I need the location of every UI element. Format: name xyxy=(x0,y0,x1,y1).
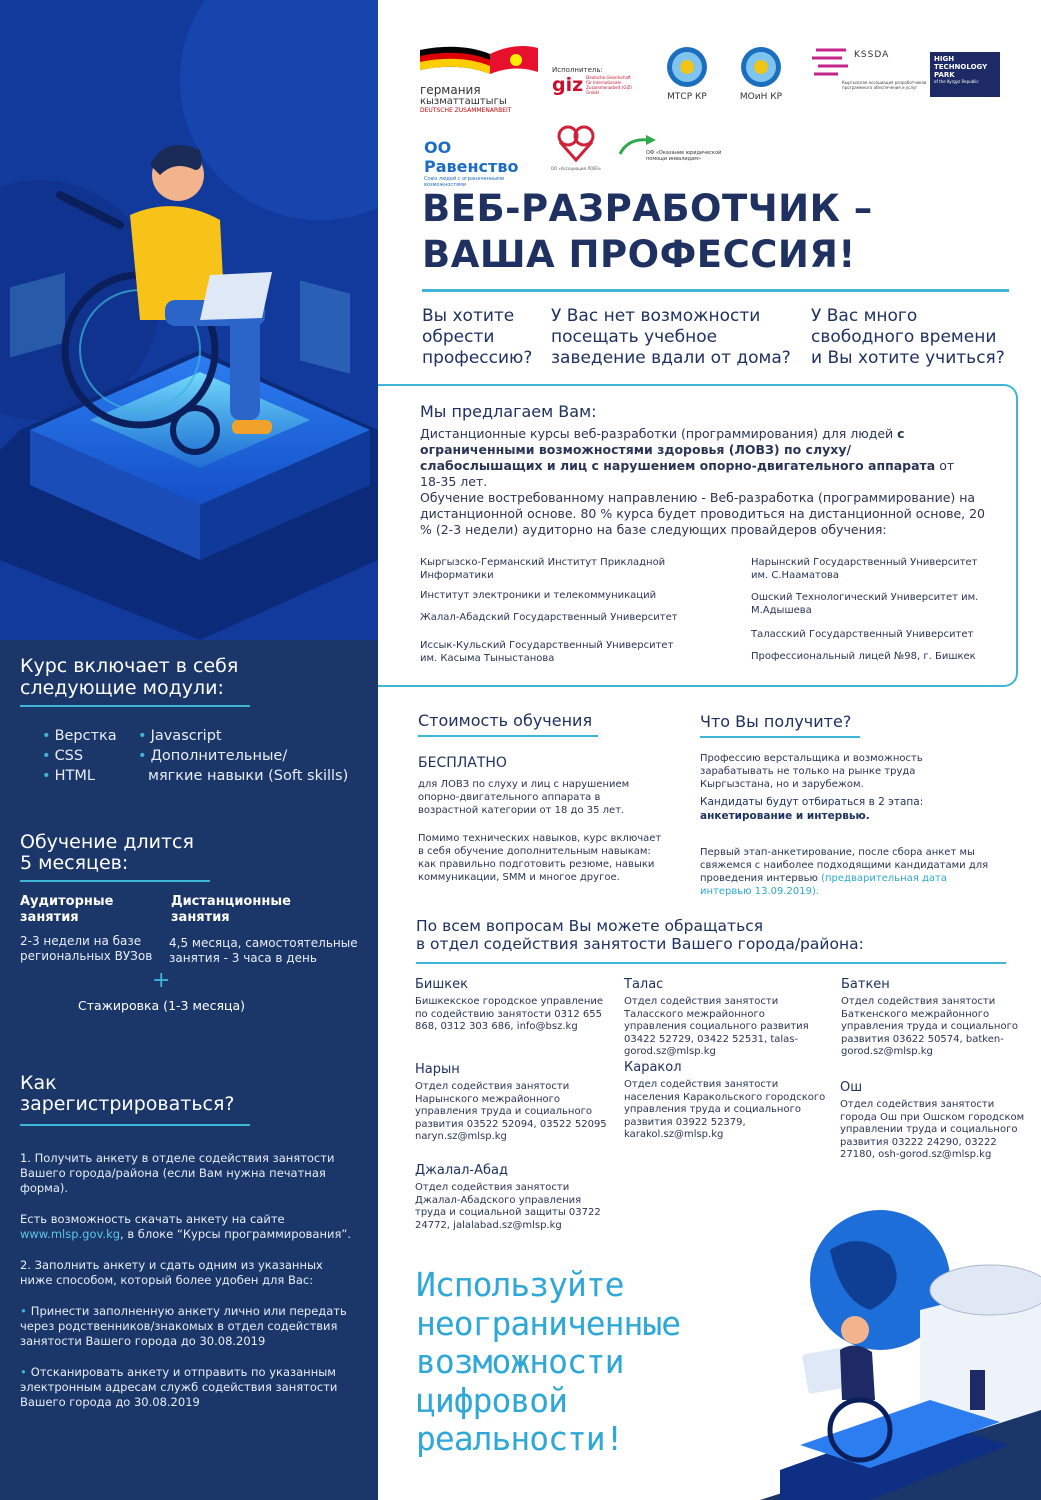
register-option1: • Принести заполненную анкету лично или передать через родственников/знакомых в отдел содействия занятости Вашего города до 30.08.2019 xyxy=(20,1304,347,1348)
city-batken: Баткен Отдел содействия занятости Баткенского межрайонного управления труда и социального развития 03622 50574, batken-gorod.sz@mlsp.kg xyxy=(841,977,1018,1057)
city-karakol: Каракол Отдел содействия занятости населения Каракольского городского управления труда и социального развития 03922 52379, karakol.sz@mlsp.kg xyxy=(624,1060,826,1140)
heart-hands-icon xyxy=(554,122,598,162)
provider-item: Ошский Технологический Университет им. М.Адышева xyxy=(751,592,979,616)
title-underline xyxy=(422,289,1009,292)
divider xyxy=(416,962,1006,964)
giz-logo: Исполнитель: giz Deutsche Gesellschaft für Internationale Zusammenarbeit (GIZ) GmbH xyxy=(552,66,632,96)
providers-right xyxy=(751,556,986,663)
city-jalalabad: Джалал-Абад Отдел содействия занятости Джалал-Абадского управления труда и социальной защиты 03722 24772, jalalabad.sz@mlsp.kg xyxy=(415,1163,601,1231)
provider-item: Таласский Государственный Университет xyxy=(751,629,974,640)
slogan-line: Используйте xyxy=(416,1265,624,1304)
ravenstvo-logo: ОО Равенство Союз людей с ограниченными возможностями xyxy=(424,138,519,188)
hands-logo: ОО «Ассоциация ЛОВЗ» xyxy=(550,122,602,171)
cost-free-text: для ЛОВЗ по слуху и лиц с нарушением опорно-двигательного аппарата в возрастной категории от 18 до 35 лет. xyxy=(418,779,630,816)
plus-icon: + xyxy=(152,968,171,993)
legal-aid-logo: ОФ «Оказание юридической помощи инвалидам» xyxy=(618,134,728,160)
cost-free: БЕСПЛАТНО xyxy=(418,755,507,771)
duration-heading-line2: 5 месяцев: xyxy=(20,852,129,874)
title-line1: ВЕБ-РАЗРАБОТЧИК – xyxy=(422,187,873,230)
gain-p3: Первый этап-анкетирование, после сбора анкет мы свяжемся с наиболее подходящими кандидатами для проведения интервью (предварительная дата интервью 13.09.2019). xyxy=(700,847,989,897)
provider-item: Профессиональный лицей №98, г. Бишкек xyxy=(751,651,976,662)
city-naryn: Нарын Отдел содействия занятости Нарынского межрайонного управления труда и социального развития 03522 52094, 03522 52095 naryn.sz@mlsp.kg xyxy=(415,1062,607,1142)
provider-item: Институт электроники и телекоммуникаций xyxy=(420,590,657,601)
main-title xyxy=(422,186,873,278)
kssda-lines-icon xyxy=(812,46,850,76)
cost-heading: Стоимость обучения xyxy=(418,711,593,730)
divider xyxy=(20,1124,250,1126)
register-heading-line1: Как xyxy=(20,1072,57,1094)
germany-logo: германия кызматташтыгы DEUTSCHE ZUSAMMENARBEIT xyxy=(420,44,540,114)
emblem-icon xyxy=(666,46,708,88)
question-1: Вы хотите обрести профессию? xyxy=(422,306,533,368)
slogan-line: реальности! xyxy=(416,1419,624,1458)
distance-title: Дистанционные занятия xyxy=(171,894,291,925)
modules-heading-line2: следующие модули: xyxy=(20,677,224,699)
duration-heading xyxy=(20,832,194,874)
internship-text: Стажировка (1-3 месяца) xyxy=(78,998,246,1013)
distance-text: 4,5 месяца, самостоятельные занятия - 3 часа в день xyxy=(169,936,358,965)
module-item: • CSS xyxy=(42,748,84,764)
auditorium-text: 2-3 недели на базе региональных ВУЗов xyxy=(20,934,153,963)
question-3: У Вас много свободного времени и Вы хотите учиться? xyxy=(811,306,1005,368)
register-option2: • Отсканировать анкету и отправить по указанным электронным адресам служб содействия занятости Вашего города до 30.08.2019 xyxy=(20,1365,338,1409)
mlsp-link[interactable]: www.mlsp.gov.kg xyxy=(20,1227,121,1241)
german-kyrgyz-flag-icon xyxy=(420,44,540,80)
divider xyxy=(20,705,250,707)
register-step2: 2. Заполнить анкету и сдать одним из указанных ниже способом, который более удобен для Вас: xyxy=(20,1258,323,1287)
kssda-logo: KSSDA Кыргызская ассоциация разработчиков программного обеспечения и услуг xyxy=(812,46,917,90)
register-heading-line2: зарегистрироваться? xyxy=(20,1093,235,1115)
moin-logo: МОиН КР xyxy=(736,46,786,102)
city-osh: Ош Отдел содействия занятости города Ош при Ошском городском управлении труда и социального развития 03222 24290, 03222 27180, osh-gorod.sz@mlsp.kg xyxy=(840,1080,1025,1160)
gain-heading: Что Вы получите? xyxy=(700,712,852,731)
register-steps xyxy=(20,1151,355,1410)
duration-heading-line1: Обучение длится xyxy=(20,831,194,853)
city-talas: Талас Отдел содействия занятости Таласского межрайонного управления социального развития 03422 52729, 03422 52531, talas-gorod.sz@mlsp.kg xyxy=(624,977,809,1057)
city-bishkek: Бишкек Бишкекское городское управление по содействию занятости 0312 655 868, 0312 303 686, info@bsz.kg xyxy=(415,977,604,1032)
title-line2: ВАША ПРОФЕССИЯ! xyxy=(422,233,856,276)
provider-item: Жалал-Абадский Государственный Университет xyxy=(420,612,678,623)
offer-paragraph-1: Дистанционные курсы веб-разработки (программирования) для людей с ограниченными возможностями здоровья (ЛОВЗ) по слуху/слабослышащих и лиц с нарушением опорно-двигательного аппарата от 18-35 лет. xyxy=(420,426,955,489)
modules-list-col2 xyxy=(138,726,348,786)
module-item: • Дополнительные/ xyxy=(138,748,288,764)
left-column xyxy=(0,0,378,1500)
provider-item: Иссык-Кульский Государственный Университет им. Касыма Тыныстанова xyxy=(420,640,674,664)
register-download: Есть возможность скачать анкету на сайте www.mlsp.gov.kg, в блоке “Курсы программирования”. xyxy=(20,1212,351,1241)
divider xyxy=(418,735,598,737)
provider-item: Кыргызско-Германский Институт Прикладной Информатики xyxy=(420,557,666,581)
divider xyxy=(700,736,860,738)
question-2: У Вас нет возможности посещать учебное заведение вдали от дома? xyxy=(551,306,791,368)
cost-extra-text: Помимо технических навыков, курс включает в себя обучение дополнительным навыкам: как правильно подготовить резюме, навыки коммуникации, SMM и многое другое. xyxy=(418,833,662,883)
emblem-icon xyxy=(740,46,782,88)
module-item: мягкие навыки (Soft skills) xyxy=(148,768,349,784)
module-item: • HTML xyxy=(42,768,95,784)
gain-p1: Профессию верстальщика и возможность зарабатывать не только на рынке труда Кыргызстана, но и зарубежом. xyxy=(700,753,923,790)
hero-illustration xyxy=(0,0,378,640)
providers-left xyxy=(420,556,680,665)
modules-heading-line1: Курс включает в себя xyxy=(20,655,239,677)
contacts-heading: По всем вопросам Вы можете обращаться в отдел содействия занятости Вашего города/района: xyxy=(416,917,864,953)
gain-p2: Кандидаты будут отбираться в 2 этапа: анкетирование и интервью. xyxy=(700,796,924,822)
module-item: • Верстка xyxy=(42,728,117,744)
offer-heading: Мы предлагаем Вам: xyxy=(420,402,597,421)
modules-heading xyxy=(20,655,238,699)
digital-workspace-illustration xyxy=(760,1200,1041,1500)
slogan xyxy=(416,1266,680,1459)
register-step1: 1. Получить анкету в отделе содействия занятости Вашего города/района (если Вам нужна печатная форма). xyxy=(20,1151,335,1195)
mtsr-logo: МТСР КР xyxy=(664,46,710,102)
divider xyxy=(20,880,210,882)
wheelchair-user-illustration xyxy=(0,0,378,640)
slogan-line: неограниченные xyxy=(416,1303,681,1343)
module-item: • Javascript xyxy=(138,728,222,744)
provider-item: Нарынский Государственный Университет им. С.Нааматова xyxy=(751,557,978,581)
slogan-line: цифровой xyxy=(416,1380,567,1420)
slogan-line: возможности xyxy=(416,1342,624,1381)
htp-logo: HIGH TECHNOLOGY PARK of the Kyrgyz Republic xyxy=(930,52,1000,97)
offer-paragraph-2: Обучение востребованному направлению - Веб-разработка (программирование) на дистанционной основе. 80 % курса будет проводиться на дистанционной основе, 20 % (2-3 недели) аудиторно на базе следующих провайдеров обучения: xyxy=(420,490,986,537)
modules-list-col1 xyxy=(42,726,117,786)
register-heading xyxy=(20,1073,235,1115)
auditorium-title: Аудиторные занятия xyxy=(20,894,114,925)
offer-box xyxy=(378,384,1018,687)
